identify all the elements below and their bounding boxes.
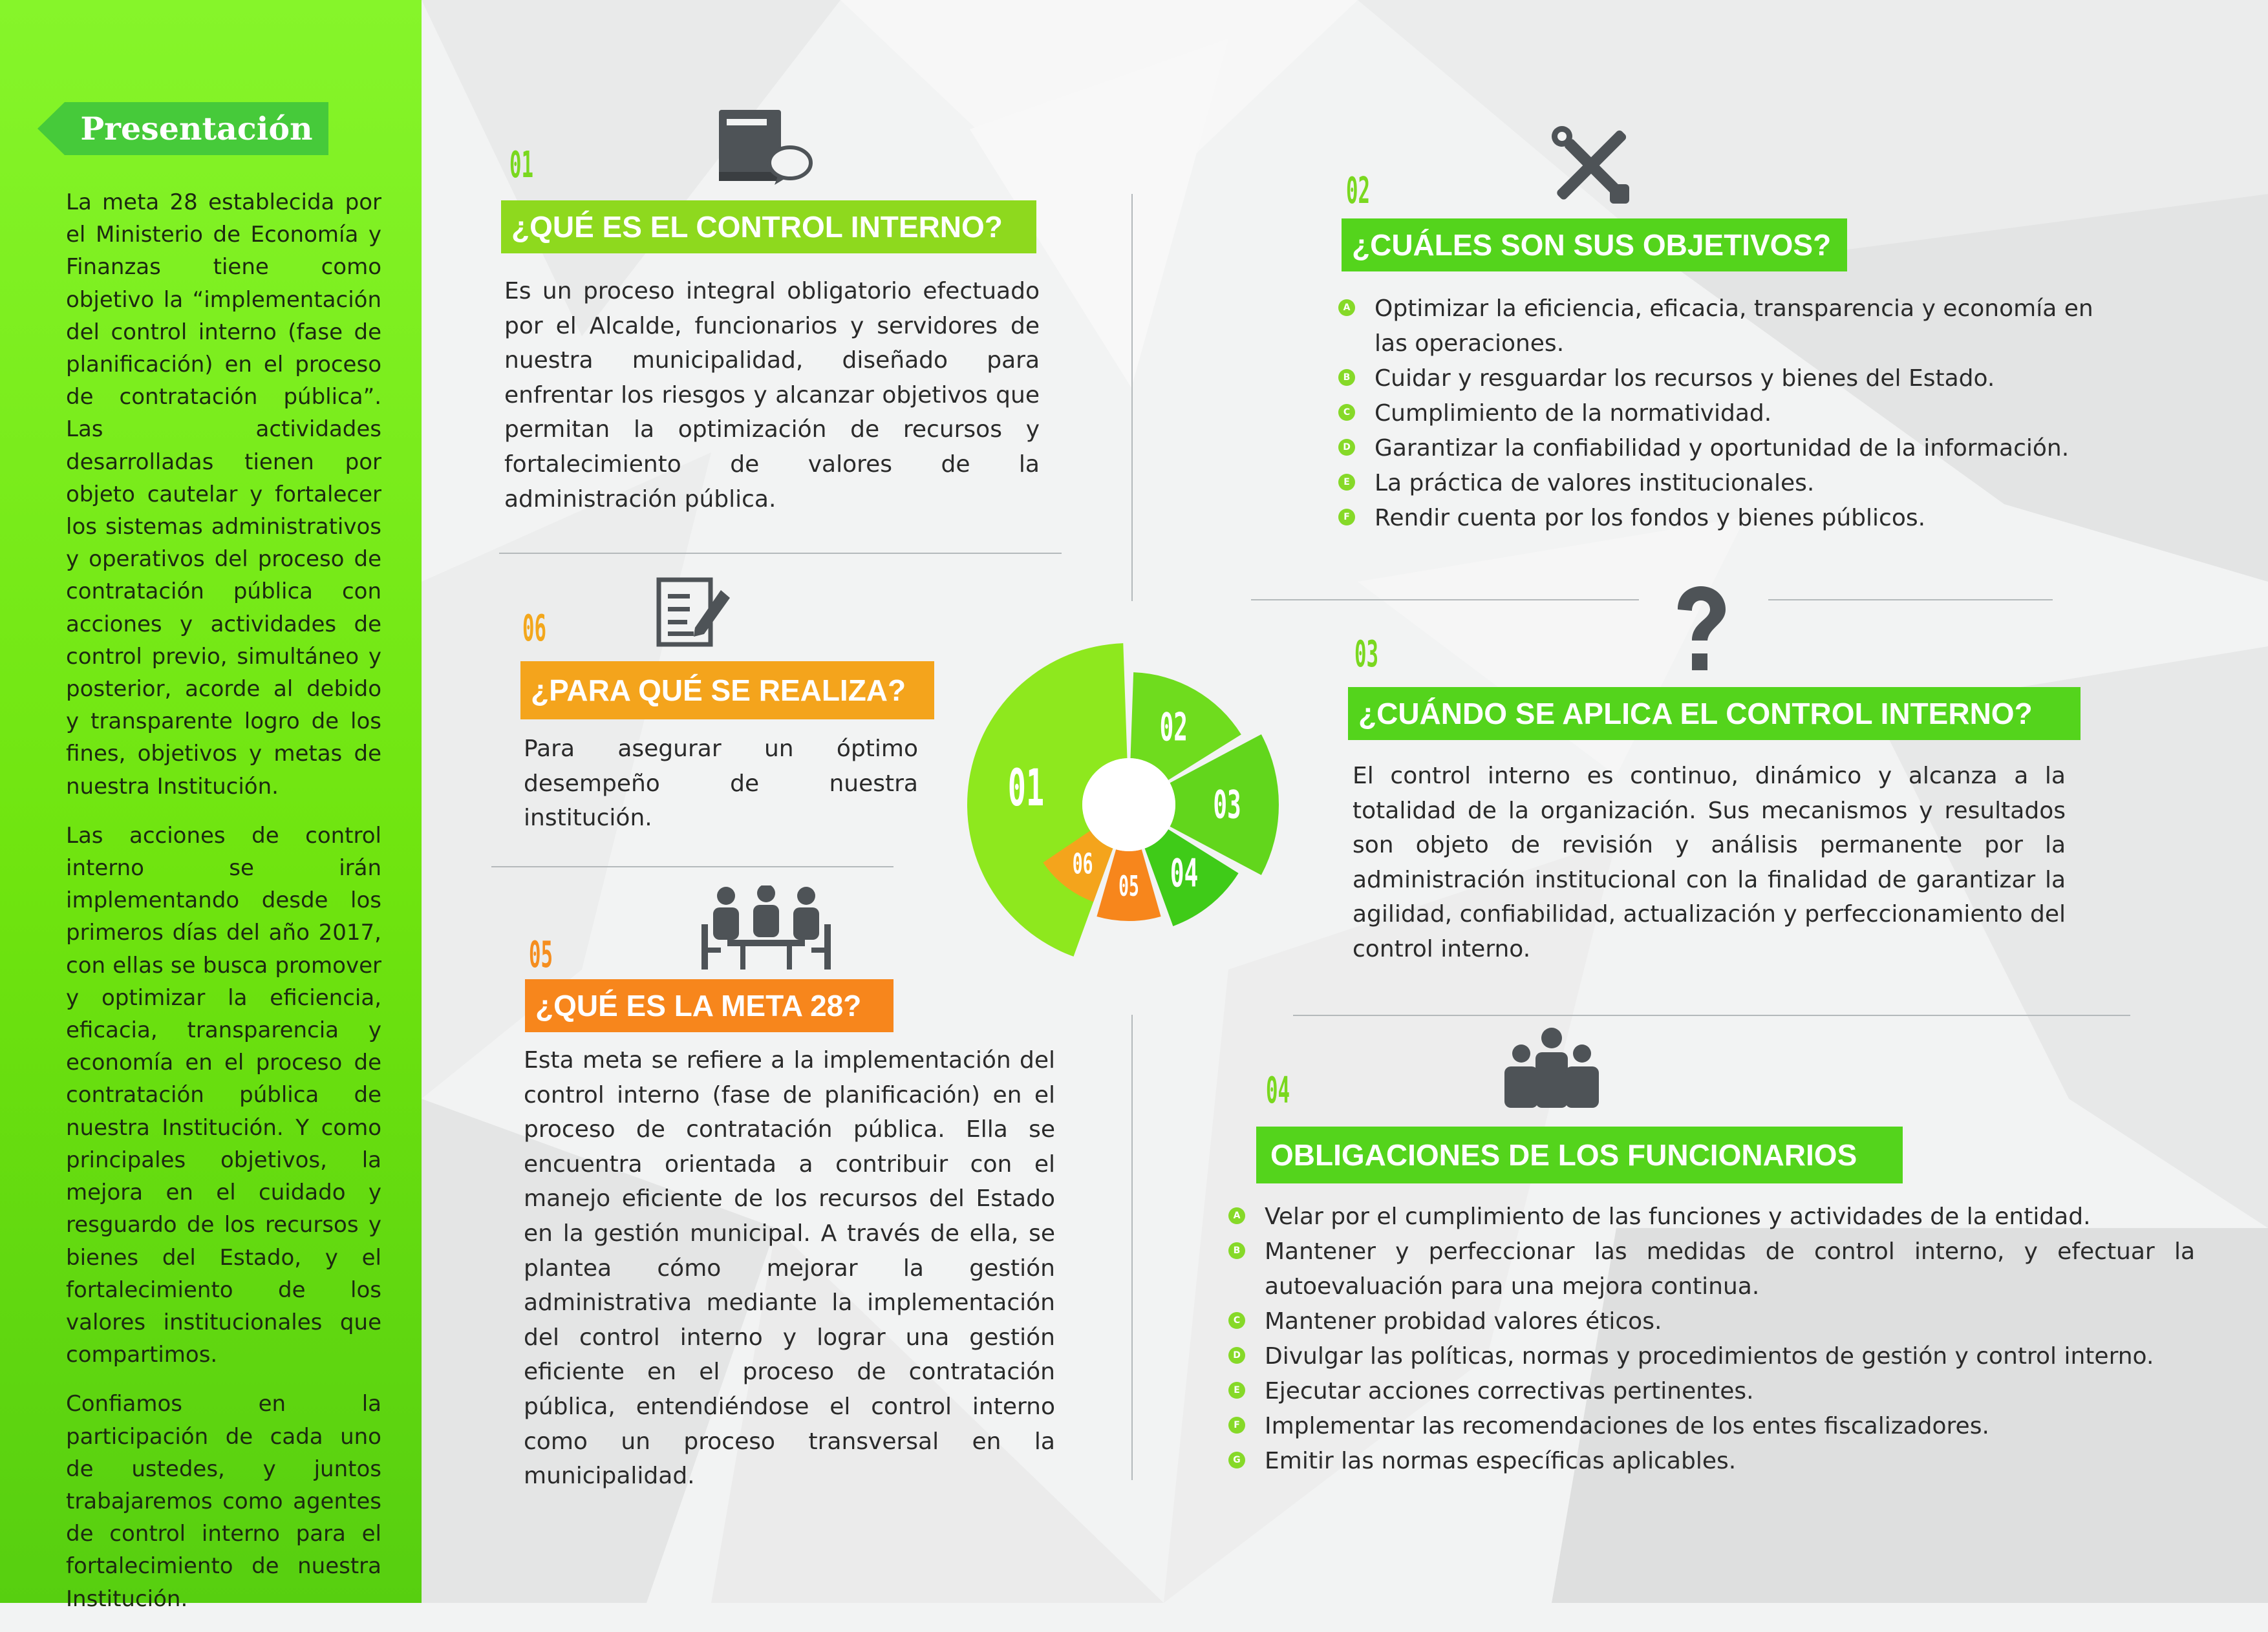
section-number-02: 02	[1346, 170, 1371, 212]
wheel-label-01: 01	[1007, 759, 1045, 818]
objective-item-text: Garantizar la confiabilidad y oportunidad de la información.	[1375, 435, 2070, 461]
section-title-s05: ¿QUÉ ES LA META 28?	[525, 979, 893, 1032]
section-text-s01: Es un proceso integral obligatorio efectuado por el Alcalde, funcionarios y servidores de nuestra municipalidad, diseñado para enfrentar los riesgos y alcanzar objetivos que permitan la optimización de recursos y fortalecimiento de valores de la administración pública.	[504, 278, 1040, 513]
objective-item-text: Cuidar y resguardar los recursos y bienes del Estado.	[1375, 365, 1995, 392]
section-title-s03: ¿CUÁNDO SE APLICA EL CONTROL INTERNO?	[1348, 687, 2081, 740]
vertical-divider-center	[1131, 194, 1133, 601]
section-number-05: 05	[529, 934, 553, 976]
letter-bullet-icon: F	[1338, 509, 1355, 525]
section-number-01: 01	[509, 144, 534, 186]
section-number-03: 03	[1354, 633, 1379, 675]
letter-bullet-icon: G	[1228, 1452, 1245, 1468]
obligation-item-text: Velar por el cumplimiento de las funciones y actividades de la entidad.	[1265, 1203, 2091, 1230]
wheel-label-02: 02	[1159, 704, 1188, 750]
letter-bullet-icon: E	[1338, 474, 1355, 491]
presentation-paragraph-3: Confiamos en la participación de cada uno de ustedes, y juntos trabajaremos como agentes de control interno para el fortalecimiento de nuestra Institución.	[66, 1391, 381, 1612]
obligation-item-text: Emitir las normas específicas aplicables.	[1265, 1448, 1737, 1474]
obligation-item	[1228, 1304, 2195, 1339]
wheel-label-06: 06	[1072, 847, 1093, 881]
section-title-s02: ¿CUÁLES SON SUS OBJETIVOS?	[1342, 218, 1847, 271]
section-text-s06: Para asegurar un óptimo desempeño de nuestra institución.	[524, 736, 918, 832]
book-chat-icon	[716, 110, 813, 186]
section-title-s01: ¿QUÉ ES EL CONTROL INTERNO?	[501, 200, 1036, 253]
wheel-center	[1082, 758, 1175, 851]
group-icon	[1503, 1028, 1600, 1108]
letter-bullet-icon: C	[1228, 1312, 1245, 1329]
obligation-item-text: Implementar las recomendaciones de los entes fiscalizadores.	[1265, 1413, 1989, 1439]
section-text-s05: Esta meta se refiere a la implementación del control interno (fase de planificación) en el proceso de contratación pública. Ella se encuentra orientada a contribuir con el manejo eficiente de los recursos del Estado en la gestión municipal. A través de ella, se plantea cómo mejorar la gestión administrativa mediante la implementación del control interno y lograr una gestión eficiente en el proceso de contratación pública, entendiéndose el control interno como un proceso transversal en la municipalidad.	[524, 1047, 1055, 1490]
presentation-paragraph-2: Las acciones de control interno se irán implementando desde los primeros días del año 2017, con ellas se busca promover y optimizar la eficiencia, eficacia, transparencia y economía en el proceso de contratación pública de nuestra Institución. Y como principales objetivos, la mejora en el cuidado y resguardo de los recursos y bienes del Estado, y el fortalecimiento de los valores institucionales que compartimos.	[66, 822, 381, 1368]
document-edit-icon	[656, 577, 733, 648]
letter-bullet-icon: A	[1338, 299, 1355, 316]
objective-item	[1338, 361, 2127, 396]
objective-item	[1338, 431, 2127, 466]
process-wheel	[961, 637, 1297, 973]
obligation-item	[1228, 1200, 2195, 1235]
section-number-04: 04	[1266, 1070, 1290, 1112]
presentation-title: Presentación	[65, 102, 328, 155]
presentation-paragraph-1: La meta 28 establecida por el Ministerio de Economía y Finanzas tiene como objetivo la “implementación del control interno (fase de planificación) en el proceso de contratación pública”. Las actividades desarrolladas tienen por objeto cautelar y fortalecer los sistemas administrativos y operativos del proceso de contratación pública con acciones y actividades de control previo, simultáneo y posterior, acorde al debido y transparente logro de los fines, objetivos y metas de nuestra Institución.	[66, 189, 381, 800]
presentation-text	[66, 186, 381, 1632]
objective-item	[1338, 291, 2127, 361]
objectives-list	[1338, 291, 2127, 536]
divider-s03	[1293, 1015, 2130, 1016]
letter-bullet-icon: A	[1228, 1207, 1245, 1224]
wheel-label-05: 05	[1118, 869, 1139, 904]
obligation-item-text: Ejecutar acciones correctivas pertinentes.	[1265, 1378, 1754, 1404]
objective-item	[1338, 501, 2127, 536]
objective-item-text: Optimizar la eficiencia, eficacia, transparencia y economía en las operaciones.	[1375, 295, 2093, 357]
section-title-s04: OBLIGACIONES DE LOS FUNCIONARIOS	[1256, 1127, 1903, 1183]
title-notch-decoration	[37, 102, 65, 155]
wheel-label-04: 04	[1170, 850, 1199, 896]
divider-s02-left	[1251, 599, 1639, 600]
objective-item-text: La práctica de valores institucionales.	[1375, 470, 1815, 496]
divider-s01	[499, 553, 1062, 554]
wrench-screwdriver-icon	[1552, 126, 1631, 205]
section-title-s06: ¿PARA QUÉ SE REALIZA?	[520, 661, 934, 719]
section-number-06: 06	[522, 608, 547, 650]
obligation-item	[1228, 1374, 2195, 1409]
letter-bullet-icon: B	[1228, 1242, 1245, 1259]
obligations-list	[1228, 1200, 2195, 1479]
objective-item-text: Rendir cuenta por los fondos y bienes públicos.	[1375, 505, 1926, 531]
objective-item-text: Cumplimiento de la normatividad.	[1375, 400, 1772, 427]
letter-bullet-icon: D	[1228, 1347, 1245, 1364]
vertical-divider-center-lower	[1131, 1015, 1133, 1480]
obligation-item-text: Mantener probidad valores éticos.	[1265, 1308, 1662, 1335]
wheel-label-03: 03	[1213, 781, 1241, 828]
divider-s02-right	[1768, 599, 2053, 600]
obligation-item	[1228, 1235, 2195, 1304]
objective-item	[1338, 466, 2127, 501]
letter-bullet-icon: B	[1338, 369, 1355, 386]
meeting-icon	[701, 885, 831, 971]
section-text-s03: El control interno es continuo, dinámico y alcanza a la totalidad de la organización. Sus mecanismos y resultados son objeto de revisión y análisis permanente por la administración institucional con la finalidad de garantizar la agilidad, confiabilidad, actualización y perfeccionamiento del control interno.	[1353, 763, 2066, 962]
obligation-item	[1228, 1444, 2195, 1479]
letter-bullet-icon: E	[1228, 1382, 1245, 1399]
letter-bullet-icon: D	[1338, 439, 1355, 456]
objective-item	[1338, 396, 2127, 431]
question-mark-icon	[1671, 585, 1729, 675]
obligation-item-text: Mantener y perfeccionar las medidas de control interno, y efectuar la autoevaluación para una mejora continua.	[1265, 1238, 2195, 1300]
obligation-item	[1228, 1409, 2195, 1444]
obligation-item-text: Divulgar las políticas, normas y procedimientos de gestión y control interno.	[1265, 1343, 2154, 1370]
obligation-item	[1228, 1339, 2195, 1374]
letter-bullet-icon: C	[1338, 404, 1355, 421]
divider-s06	[491, 866, 893, 867]
letter-bullet-icon: F	[1228, 1417, 1245, 1434]
